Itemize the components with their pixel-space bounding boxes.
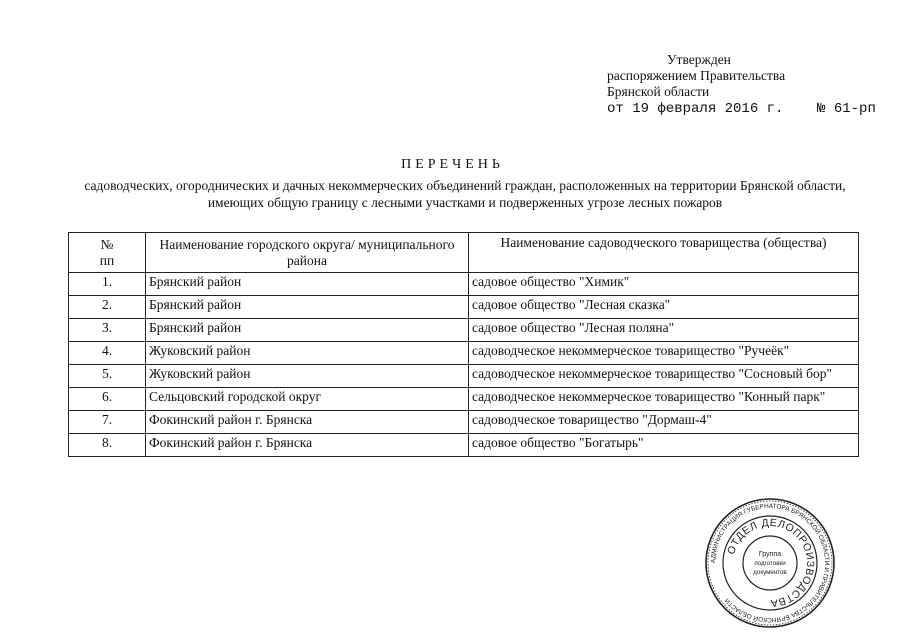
row-society: садоводческое товарищество "Дормаш-4" xyxy=(469,411,859,434)
row-district: Брянский район xyxy=(146,273,469,296)
stamp-center-line2: подготовки xyxy=(754,560,786,567)
stamp-center-line3: документов xyxy=(753,569,787,576)
approval-line-2: распоряжением Правительства xyxy=(607,68,786,83)
table-row xyxy=(69,365,859,388)
approval-block xyxy=(607,52,876,117)
row-society: садовое общество "Лесная поляна" xyxy=(469,319,859,342)
row-number: 5. xyxy=(69,365,146,388)
approval-line-3: Брянской области xyxy=(607,84,710,99)
row-district: Фокинский район г. Брянска xyxy=(146,411,469,434)
header-number xyxy=(69,233,146,273)
table-row xyxy=(69,388,859,411)
header-number-line2: пп xyxy=(99,252,115,268)
row-district: Сельцовский городской округ xyxy=(146,388,469,411)
row-society: садоводческое некоммерческое товарищество "Сосновый бор" xyxy=(469,365,859,388)
table-header-row xyxy=(69,233,859,273)
table-row xyxy=(69,319,859,342)
approval-date-line: от 19 февраля 2016 г. № 61-рп xyxy=(607,101,876,117)
row-number: 1. xyxy=(69,273,146,296)
table-row xyxy=(69,273,859,296)
row-number: 6. xyxy=(69,388,146,411)
stamp-middle-text: ОТДЕЛ ДЕЛОПРОИЗВОДСТВА xyxy=(725,516,817,610)
row-number: 2. xyxy=(69,296,146,319)
header-society: Наименование садоводческого товарищества (общества) xyxy=(469,233,859,273)
table-row xyxy=(69,296,859,319)
document-subtitle: садоводческих, огороднических и дачных некоммерческих объединений граждан, расположенных на территории Брянской области, имеющих общую границу с лесными участками и подверженных угрозе лесных пожаров xyxy=(84,178,846,210)
table-row xyxy=(69,342,859,365)
row-district: Брянский район xyxy=(146,319,469,342)
table-row xyxy=(69,411,859,434)
stamp-outer-text: АДМИНИСТРАЦИЯ ГУБЕРНАТОРА БРЯНСКОЙ ОБЛАСТИ И ПРАВИТЕЛЬСТВА БРЯНСКОЙ ОБЛАСТИ xyxy=(709,502,831,624)
row-district: Жуковский район xyxy=(146,365,469,388)
row-society: садоводческое некоммерческое товарищество "Конный парк" xyxy=(469,388,859,411)
official-stamp xyxy=(704,497,836,629)
row-number: 3. xyxy=(69,319,146,342)
stamp-center-line1: Группа xyxy=(758,551,782,558)
approval-line-1: Утвержден xyxy=(667,52,731,67)
row-district: Фокинский район г. Брянска xyxy=(146,434,469,457)
row-district: Брянский район xyxy=(146,296,469,319)
row-society: садоводческое некоммерческое товарищество "Ручеёк" xyxy=(469,342,859,365)
societies-table xyxy=(68,232,859,457)
row-number: 7. xyxy=(69,411,146,434)
header-number-line1: № xyxy=(100,237,114,252)
row-district: Жуковский район xyxy=(146,342,469,365)
table-row xyxy=(69,434,859,457)
row-society: садовое общество "Химик" xyxy=(469,273,859,296)
header-district: Наименование городского округа/ муниципального района xyxy=(146,233,469,273)
row-society: садовое общество "Богатырь" xyxy=(469,434,859,457)
document-title: ПЕРЕЧЕНЬ xyxy=(401,157,504,172)
row-number: 8. xyxy=(69,434,146,457)
row-number: 4. xyxy=(69,342,146,365)
row-society: садовое общество "Лесная сказка" xyxy=(469,296,859,319)
